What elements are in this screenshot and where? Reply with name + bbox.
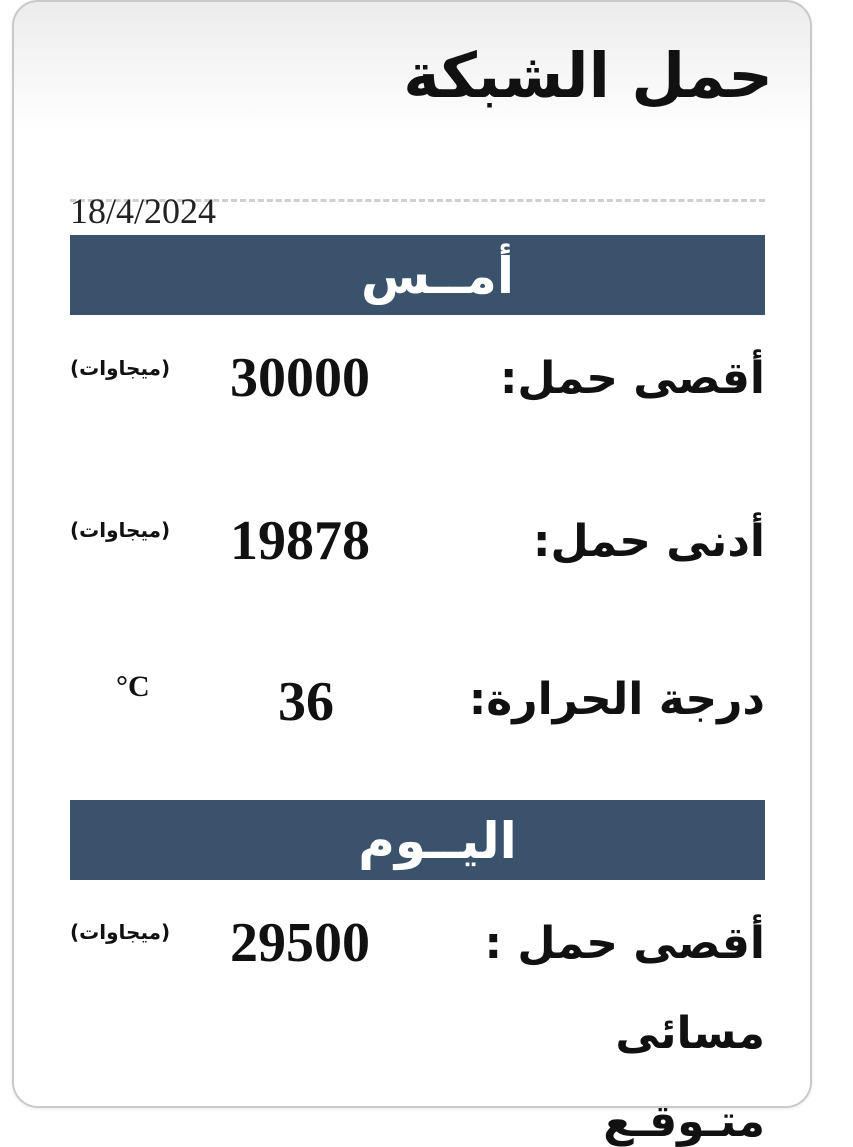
today-max-load-value: 29500	[230, 912, 370, 974]
today-evening-qualifier: مسائى	[615, 1008, 765, 1059]
today-max-load-label: أقصى حمل :	[484, 918, 765, 969]
temperature-label: درجة الحرارة:	[468, 674, 765, 725]
report-date: 18/4/2024	[70, 191, 217, 231]
max-load-unit: (ميجاوات)	[70, 356, 171, 380]
section-header-yesterday: أمــس	[70, 235, 765, 315]
temperature-unit: °C	[116, 670, 150, 703]
today-expected-label: متـوقـع	[603, 1096, 765, 1147]
max-load-value: 30000	[230, 347, 370, 409]
max-load-label: أقصى حمل:	[499, 353, 765, 404]
min-load-unit: (ميجاوات)	[70, 518, 171, 542]
min-load-value: 19878	[230, 510, 370, 572]
today-max-load-unit: (ميجاوات)	[70, 920, 171, 944]
temperature-value: 36	[278, 671, 334, 733]
page-title: حمل الشبكة	[403, 39, 773, 112]
section-header-today: اليــوم	[70, 800, 765, 880]
min-load-label: أدنى حمل:	[532, 516, 765, 567]
